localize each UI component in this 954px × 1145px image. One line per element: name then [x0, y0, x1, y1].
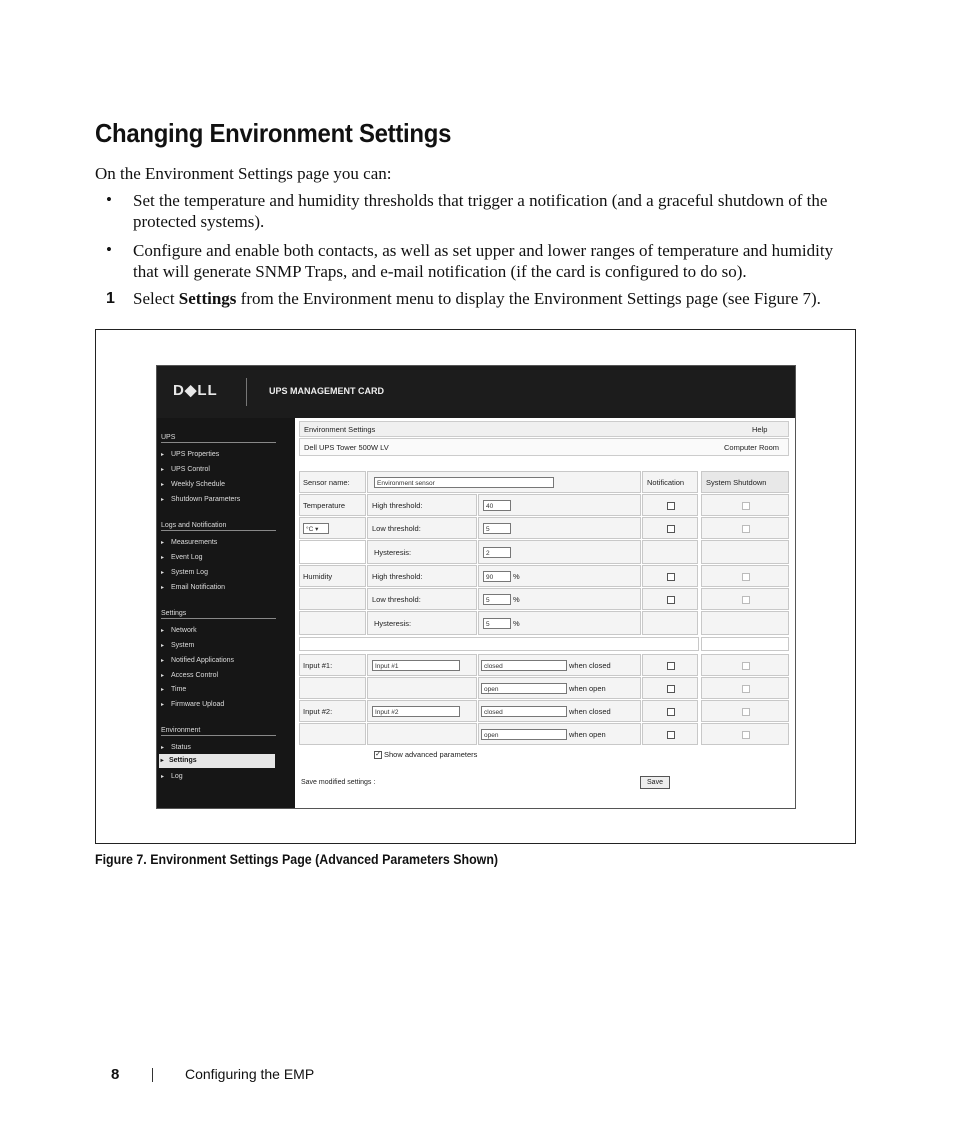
sidebar-section-settings: Settings	[161, 610, 276, 619]
cell	[367, 654, 477, 676]
when-open-label: when open	[569, 730, 606, 739]
sidebar-item-email-notification[interactable]: ▸ Email Notification	[161, 584, 226, 591]
when-closed-label: when closed	[569, 661, 611, 670]
sidebar-item-weekly-schedule[interactable]: ▸ Weekly Schedule	[161, 481, 225, 488]
temperature-unit-select[interactable]: °C ▾	[303, 523, 329, 534]
input1-closed-notification-checkbox[interactable]	[667, 662, 675, 670]
low-threshold-label: Low threshold:	[372, 524, 421, 533]
input2-closed-shutdown-checkbox[interactable]	[742, 708, 750, 716]
humidity-high-notification-checkbox[interactable]	[667, 573, 675, 581]
app-header	[157, 366, 795, 418]
humidity-high-shutdown-checkbox[interactable]	[742, 573, 750, 581]
system-shutdown-header: System Shutdown	[706, 478, 767, 487]
when-closed-label: when closed	[569, 707, 611, 716]
input2-name-input[interactable]: Input #2	[372, 706, 460, 717]
cell	[299, 677, 366, 699]
footer-divider	[152, 1068, 153, 1082]
cell	[701, 588, 789, 610]
cell	[701, 677, 789, 699]
humidity-low-notification-checkbox[interactable]	[667, 596, 675, 604]
percent-unit: %	[513, 572, 520, 581]
intro-text: On the Environment Settings page you can:	[95, 164, 392, 183]
cell	[642, 565, 698, 587]
input2-open-notification-checkbox[interactable]	[667, 731, 675, 739]
input2-label: Input #2:	[303, 707, 333, 716]
chevron-down-icon: ▾	[315, 526, 319, 533]
cell	[642, 677, 698, 699]
page-number: 8	[111, 1066, 120, 1083]
cell	[367, 588, 477, 610]
divider-row	[299, 637, 699, 651]
cell	[642, 611, 698, 635]
sidebar-item-time[interactable]: ▸ Time	[161, 686, 187, 693]
cell	[642, 723, 698, 745]
save-modified-label: Save modified settings :	[301, 779, 376, 786]
section-heading: Changing Environment Settings	[95, 118, 452, 148]
cell	[701, 565, 789, 587]
high-threshold-label: High threshold:	[372, 501, 423, 510]
cell	[642, 517, 698, 539]
header-divider	[246, 378, 247, 406]
cell	[299, 517, 366, 539]
step-number: 1	[106, 290, 115, 307]
cell	[299, 700, 366, 722]
cell	[701, 723, 789, 745]
settings-panel	[297, 418, 795, 808]
bullet-text-2: Configure and enable both contacts, as well as set upper and lower ranges of temperature and humidity that will generate SNMP Traps, and e-mail notification (if the card is configured to do so).	[133, 241, 834, 281]
bullet-marker: •	[106, 190, 112, 209]
cell	[701, 654, 789, 676]
sensor-name-input[interactable]: Environment sensor	[374, 477, 554, 488]
bullet-marker: •	[106, 240, 112, 259]
cell	[701, 611, 789, 635]
humidity-low-input[interactable]: 5	[483, 594, 511, 605]
sidebar-item-settings[interactable]: ▸ Settings	[159, 754, 275, 768]
cell	[642, 700, 698, 722]
sidebar-item-measurements[interactable]: ▸ Measurements	[161, 539, 218, 546]
humidity-low-shutdown-checkbox[interactable]	[742, 596, 750, 604]
save-button[interactable]: Save	[640, 776, 670, 789]
app-title: UPS MANAGEMENT CARD	[269, 386, 385, 396]
cell	[701, 494, 789, 516]
percent-unit: %	[513, 595, 520, 604]
panel-title: Environment Settings	[304, 425, 376, 434]
temp-hysteresis-input[interactable]: 2	[483, 547, 511, 558]
temperature-label: Temperature	[303, 501, 346, 510]
cell	[367, 494, 477, 516]
cell	[642, 471, 698, 493]
footer-section-title: Configuring the EMP	[185, 1066, 315, 1082]
sidebar-item-notified-applications[interactable]: ▸ Notified Applications	[161, 657, 235, 664]
cell	[478, 494, 641, 516]
temp-low-input[interactable]: 5	[483, 523, 511, 534]
environment-settings-screenshot	[156, 365, 796, 809]
input2-open-input[interactable]: open	[481, 729, 567, 740]
cell	[478, 700, 641, 722]
sidebar-item-ups-properties[interactable]: ▸ UPS Properties	[161, 451, 220, 458]
sidebar-item-log[interactable]: ▸ Log	[161, 773, 183, 780]
cell	[367, 565, 477, 587]
temp-low-shutdown-checkbox[interactable]	[742, 525, 750, 533]
low-threshold-label: Low threshold:	[372, 595, 421, 604]
step-text: Select Settings from the Environment menu to display the Environment Settings page (see Figure 7).	[133, 289, 821, 308]
cell	[299, 540, 366, 564]
cell	[299, 494, 366, 516]
input1-closed-shutdown-checkbox[interactable]	[742, 662, 750, 670]
sidebar-section-environment: Environment	[161, 727, 276, 736]
cell	[299, 654, 366, 676]
cell	[642, 654, 698, 676]
sidebar-item-system[interactable]: ▸ System	[161, 642, 195, 649]
device-row	[299, 438, 789, 456]
cell	[478, 540, 641, 564]
cell	[642, 588, 698, 610]
notification-header: Notification	[647, 478, 685, 487]
cell	[701, 517, 789, 539]
sidebar-item-ups-control[interactable]: ▸ UPS Control	[161, 466, 210, 473]
input2-open-shutdown-checkbox[interactable]	[742, 731, 750, 739]
device-location: Computer Room	[724, 443, 780, 452]
temp-high-notification-checkbox[interactable]	[667, 502, 675, 510]
humidity-label: Humidity	[303, 572, 333, 581]
cell	[367, 677, 477, 699]
cell	[299, 611, 366, 635]
hysteresis-label: Hysteresis:	[374, 619, 412, 628]
sidebar-section-ups: UPS	[161, 434, 276, 443]
input1-open-shutdown-checkbox[interactable]	[742, 685, 750, 693]
cell	[299, 471, 366, 493]
figure-caption: Figure 7. Environment Settings Page (Advanced Parameters Shown)	[95, 852, 499, 867]
sidebar-item-shutdown-parameters[interactable]: ▸ Shutdown Parameters	[161, 496, 241, 503]
when-open-label: when open	[569, 684, 606, 693]
cell	[367, 540, 477, 564]
cell	[701, 700, 789, 722]
cell	[701, 540, 789, 564]
cell	[478, 723, 641, 745]
cell	[367, 611, 477, 635]
sidebar-item-firmware-upload[interactable]: ▸ Firmware Upload	[161, 701, 225, 708]
show-advanced-label: Show advanced parameters	[384, 750, 478, 759]
cell	[367, 723, 477, 745]
humidity-hysteresis-input[interactable]: 5	[483, 618, 511, 629]
percent-unit: %	[513, 619, 520, 628]
device-name: Dell UPS Tower 500W LV	[304, 443, 389, 452]
sidebar-item-system-log[interactable]: ▸ System Log	[161, 569, 208, 576]
cell	[478, 677, 641, 699]
panel-title-row	[299, 421, 789, 437]
sidebar-nav	[157, 418, 295, 808]
bullet-text-1: Set the temperature and humidity thresholds that trigger a notification (and a graceful shutdown of the protected systems).	[133, 191, 828, 231]
show-advanced-checkbox[interactable]: ✓	[375, 751, 381, 758]
input1-open-input[interactable]: open	[481, 683, 567, 694]
cell	[367, 517, 477, 539]
cell	[367, 700, 477, 722]
high-threshold-label: High threshold:	[372, 572, 423, 581]
sidebar-item-event-log[interactable]: ▸ Event Log	[161, 554, 203, 561]
temp-high-input[interactable]: 40	[483, 500, 511, 511]
cell	[642, 494, 698, 516]
sidebar-item-access-control[interactable]: ▸ Access Control	[161, 672, 219, 679]
cell	[299, 723, 366, 745]
cell	[478, 611, 641, 635]
cell	[478, 654, 641, 676]
dell-logo: D◆LL	[173, 382, 218, 399]
input1-name-input[interactable]: Input #1	[372, 660, 460, 671]
sidebar-section-logs: Logs and Notification	[161, 522, 276, 531]
cell	[478, 588, 641, 610]
sensor-name-label: Sensor name:	[303, 478, 350, 487]
input1-open-notification-checkbox[interactable]	[667, 685, 675, 693]
cell	[478, 565, 641, 587]
cell	[701, 471, 789, 493]
cell	[367, 471, 641, 493]
cell	[642, 540, 698, 564]
sidebar-item-network[interactable]: ▸ Network	[161, 627, 197, 634]
help-link[interactable]: Help	[752, 425, 768, 434]
input1-closed-input[interactable]: closed	[481, 660, 567, 671]
cell	[299, 565, 366, 587]
hysteresis-label: Hysteresis:	[374, 548, 412, 557]
cell	[478, 517, 641, 539]
input1-label: Input #1:	[303, 661, 333, 670]
divider-row	[701, 637, 789, 651]
sidebar-item-status[interactable]: ▸ Status	[161, 744, 191, 751]
input2-closed-input[interactable]: closed	[481, 706, 567, 717]
temp-low-notification-checkbox[interactable]	[667, 525, 675, 533]
cell	[299, 588, 366, 610]
humidity-high-input[interactable]: 90	[483, 571, 511, 582]
temp-high-shutdown-checkbox[interactable]	[742, 502, 750, 510]
input2-closed-notification-checkbox[interactable]	[667, 708, 675, 716]
